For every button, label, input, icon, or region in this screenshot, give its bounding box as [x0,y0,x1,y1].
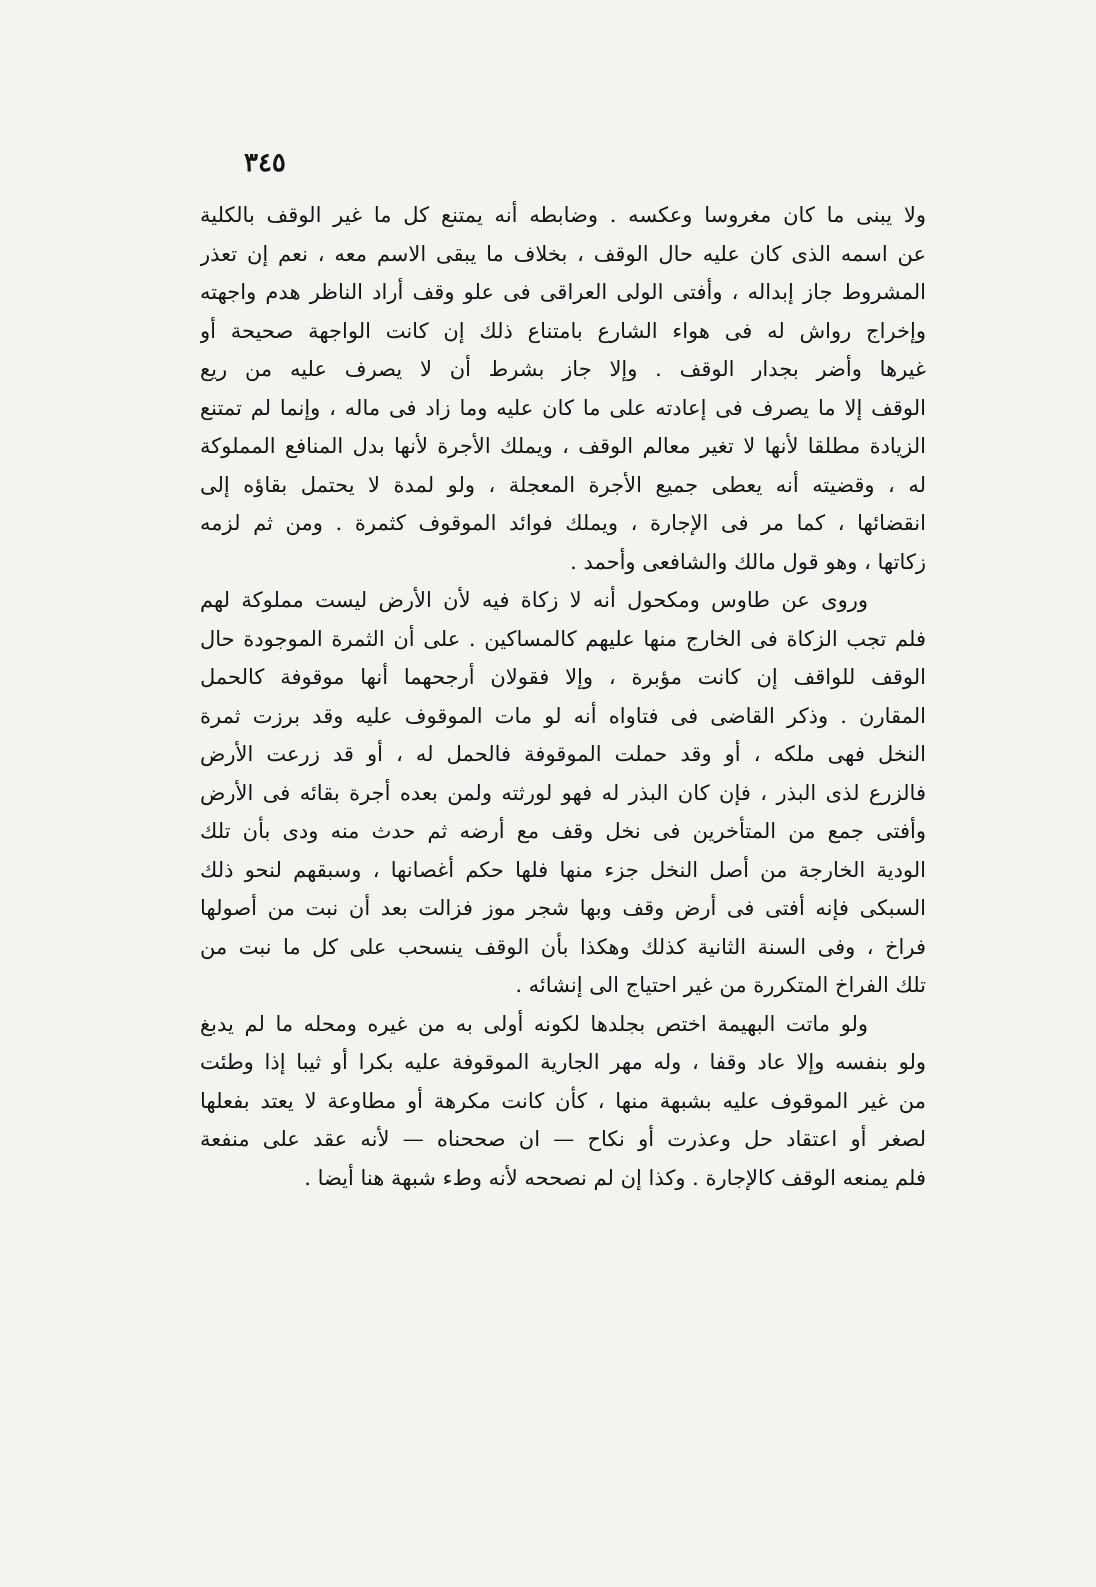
paragraph-last-line: زكاتها ، وهو قول مالك والشافعى وأحمد . [570,549,926,574]
text-line: انقضائها ، كما مر فى الإجارة ، ويملك فوائد الموقوف كثمرة . ومن ثم لزمه [200,511,926,535]
text-line: النخل فهى ملكه ، أو وقد حملت الموقوفة فالحمل له ، أو قد زرعت الأرض [200,742,926,766]
text-line: له ، وقضيته أنه يعطى جميع الأجرة المعجلة ، ولو لمدة لا يحتمل بقاؤه إلى [200,472,926,497]
text-line: الوقف إلا ما يصرف فى إعادته على ما كان عليه وما زاد فى ماله ، وإنما لم تمتنع [200,395,926,420]
text-line: لصغر أو اعتقاد حل وعذرت أو نكاح — ان صححناه — لأنه عقد على منفعة [200,1127,926,1151]
page-number: ٣٤٥ [244,148,286,178]
text-line: فلم تجب الزكاة فى الخارج منها عليهم كالمساكين . على أن الثمرة الموجودة حال [200,626,926,651]
paragraph-last-line: فلم يمنعه الوقف كالإجارة . وكذا إن لم نصححه لأنه وطء شبهة هنا أيضا . [304,1165,926,1190]
text-line: الوقف للواقف إن كانت مؤبرة ، وإلا فقولان أرجحهما أنها موقوفة كالحمل [200,665,926,689]
paragraph-last-line: تلك الفراخ المتكررة من غير احتياج الى إنشائه . [515,973,926,997]
paragraph-first-line: ولو ماتت البهيمة اختص بجلدها لكونه أولى به من غيره ومحله ما لم يدبغ [200,1011,868,1036]
text-line: عن اسمه الذى كان عليه حال الوقف ، بخلاف ما يبقى الاسم معه ، نعم إن تعذر [200,241,926,266]
text-line: المقارن . وذكر القاضى فى فتاواه أنه لو مات الموقوف عليه وقد برزت ثمرة [200,703,926,728]
body-text [200,196,926,1197]
text-line: الودية الخارجة من أصل النخل جزء منها فلها حكم أغصانها ، وسبقهم لنحو ذلك [200,857,926,882]
text-line: من غير الموقوف عليه بشبهة منها ، كأن كانت مكرهة أو مطاوعة لا يعتد بفعلها [200,1088,926,1113]
text-line: فالزرع لذى البذر ، فإن كان البذر له فهو لورثته ولمن بعده أجرة بقائه فى الأرض [200,780,926,805]
text-line: ولو بنفسه وإلا عاد وقفا ، وله مهر الجارية الموقوفة عليه بكرا أو ثيبا إذا وطئت [200,1050,926,1074]
text-line: المشروط جاز إبداله ، وأفتى الولى العراقى فى علو وقف أراد الناظر هدم واجهته [200,280,926,304]
text-line: الزيادة مطلقا لأنها لا تغير معالم الوقف ، ويملك الأجرة لأنها بدل المنافع المملوكة [200,434,926,458]
text-line: وإخراج رواش له فى هواء الشارع بامتناع ذلك إن كانت الواجهة صحيحة أو [200,318,926,343]
text-line: وأفتى جمع من المتأخرين فى نخل وقف مع أرضه ثم حدث منه ودى بأن تلك [200,819,926,843]
text-line: ولا يبنى ما كان مغروسا وعكسه . وضابطه أنه يمتنع كل ما غير الوقف بالكلية [200,203,926,227]
text-line: السبكى فإنه أفتى فى أرض وقف وبها شجر موز فزالت بعد أن نبت من أصولها [200,896,926,920]
text-line: غيرها وأضر بجدار الوقف . وإلا جاز بشرط أن لا يصرف عليه من ريع [200,357,926,381]
paragraph-first-line: وروى عن طاوس ومكحول أنه لا زكاة فيه لأن الأرض ليست مملوكة لهم [200,588,868,612]
text-line: فراخ ، وفى السنة الثانية كذلك وهكذا بأن الوقف ينسحب على كل ما نبت من [200,934,926,959]
